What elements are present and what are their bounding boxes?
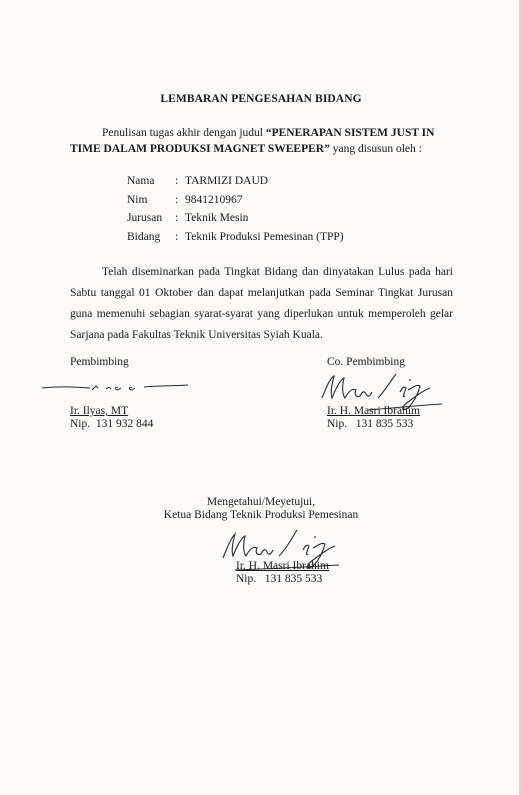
left-signature [40, 376, 190, 400]
approval-name: Ir. H. Masri Ibrahim [236, 560, 329, 572]
approval-nip: Nip. 131 835 533 [236, 573, 323, 585]
field-colon: : [175, 230, 179, 243]
approval-line-2: Ketua Bidang Teknik Produksi Pemesinan [163, 509, 359, 521]
intro-text [70, 125, 455, 157]
intro-suffix: yang disusun oleh : [329, 143, 422, 155]
left-signatory-nip: Nip. 131 932 844 [70, 418, 154, 430]
right-signatory-name: Ir. H. Masri Ibrahim [327, 405, 420, 417]
field-value: Teknik Mesin [185, 212, 249, 224]
field-colon: : [175, 212, 179, 224]
right-signatory-nip: Nip. 131 835 533 [327, 418, 414, 430]
field-colon: : [175, 193, 179, 206]
field-label: Bidang [127, 230, 161, 243]
field-label: Jurusan [127, 212, 163, 224]
right-signatory-role: Co. Pembimbing [327, 356, 405, 368]
left-signatory-role: Pembimbing [70, 356, 129, 368]
field-value: Teknik Produksi Pemesinan (TPP) [185, 230, 344, 243]
approval-line-1: Mengetahui/Meyetujui, [206, 496, 316, 508]
field-label: Nim [127, 193, 148, 206]
document-title: LEMBARAN PENGESAHAN BIDANG [160, 93, 362, 105]
field-colon: : [175, 175, 179, 187]
paragraph-text: Telah diseminarkan pada Tingkat Bidang dan dinyatakan Lulus pada hari Sabtu tanggal 01 Oktober dan dapat melanjutkan pada Seminar Tingkat Jurusan guna memenuhi sebagian syarat-syarat yang diperlukan untuk memperoleh gelar Sarjana pada Fakultas Teknik Universitas Syiah Kuala. [70, 266, 453, 341]
left-signatory-name: Ir. Ilyas, MT [70, 405, 129, 417]
approval-paragraph [70, 262, 453, 346]
field-label: Nama [127, 175, 155, 187]
thesis-title: “PENERAPAN SISTEM JUST IN TIME DALAM PRODUKSI MAGNET SWEEPER” [70, 127, 435, 155]
field-value: TARMIZI DAUD [185, 175, 269, 187]
field-value: 9841210967 [185, 193, 243, 206]
intro-prefix: Penulisan tugas akhir dengan judul [102, 127, 266, 139]
